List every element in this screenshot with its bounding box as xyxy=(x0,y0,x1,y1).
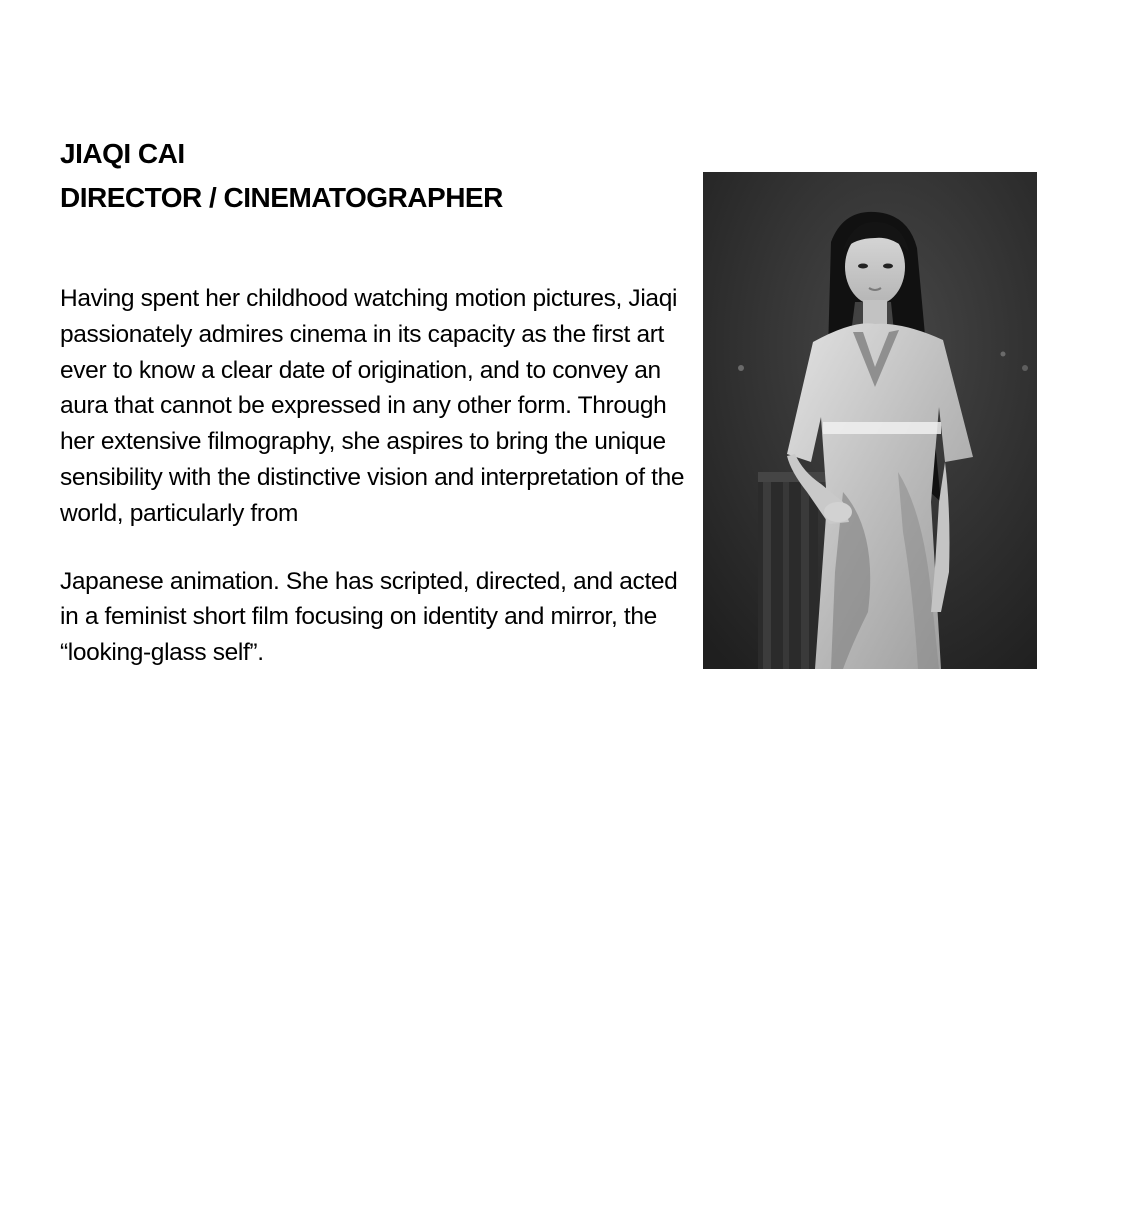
portrait-photo xyxy=(703,172,1037,669)
bio-paragraph-2: Japanese animation. She has scripted, directed, and acted in a feminist short film focusing on identity and mirror, the “looking-glass self”. xyxy=(60,567,678,667)
biography xyxy=(60,281,685,671)
portrait-photo-icon xyxy=(703,172,1037,669)
person-name: JIAQI CAI xyxy=(60,138,185,169)
bio-paragraph-1: Having spent her childhood watching motion pictures, Jiaqi passionately admires cinema in its capacity as the first art ever to know a clear date of origination, and to convey an aura that cannot be expressed in any other form. Through her extensive filmography, she aspires to bring the unique sensibility with the distinctive vision and interpretation of the world, particularly from xyxy=(60,285,685,527)
person-role: DIRECTOR / CINEMATOGRAPHER xyxy=(60,182,503,213)
profile-header xyxy=(60,132,680,220)
